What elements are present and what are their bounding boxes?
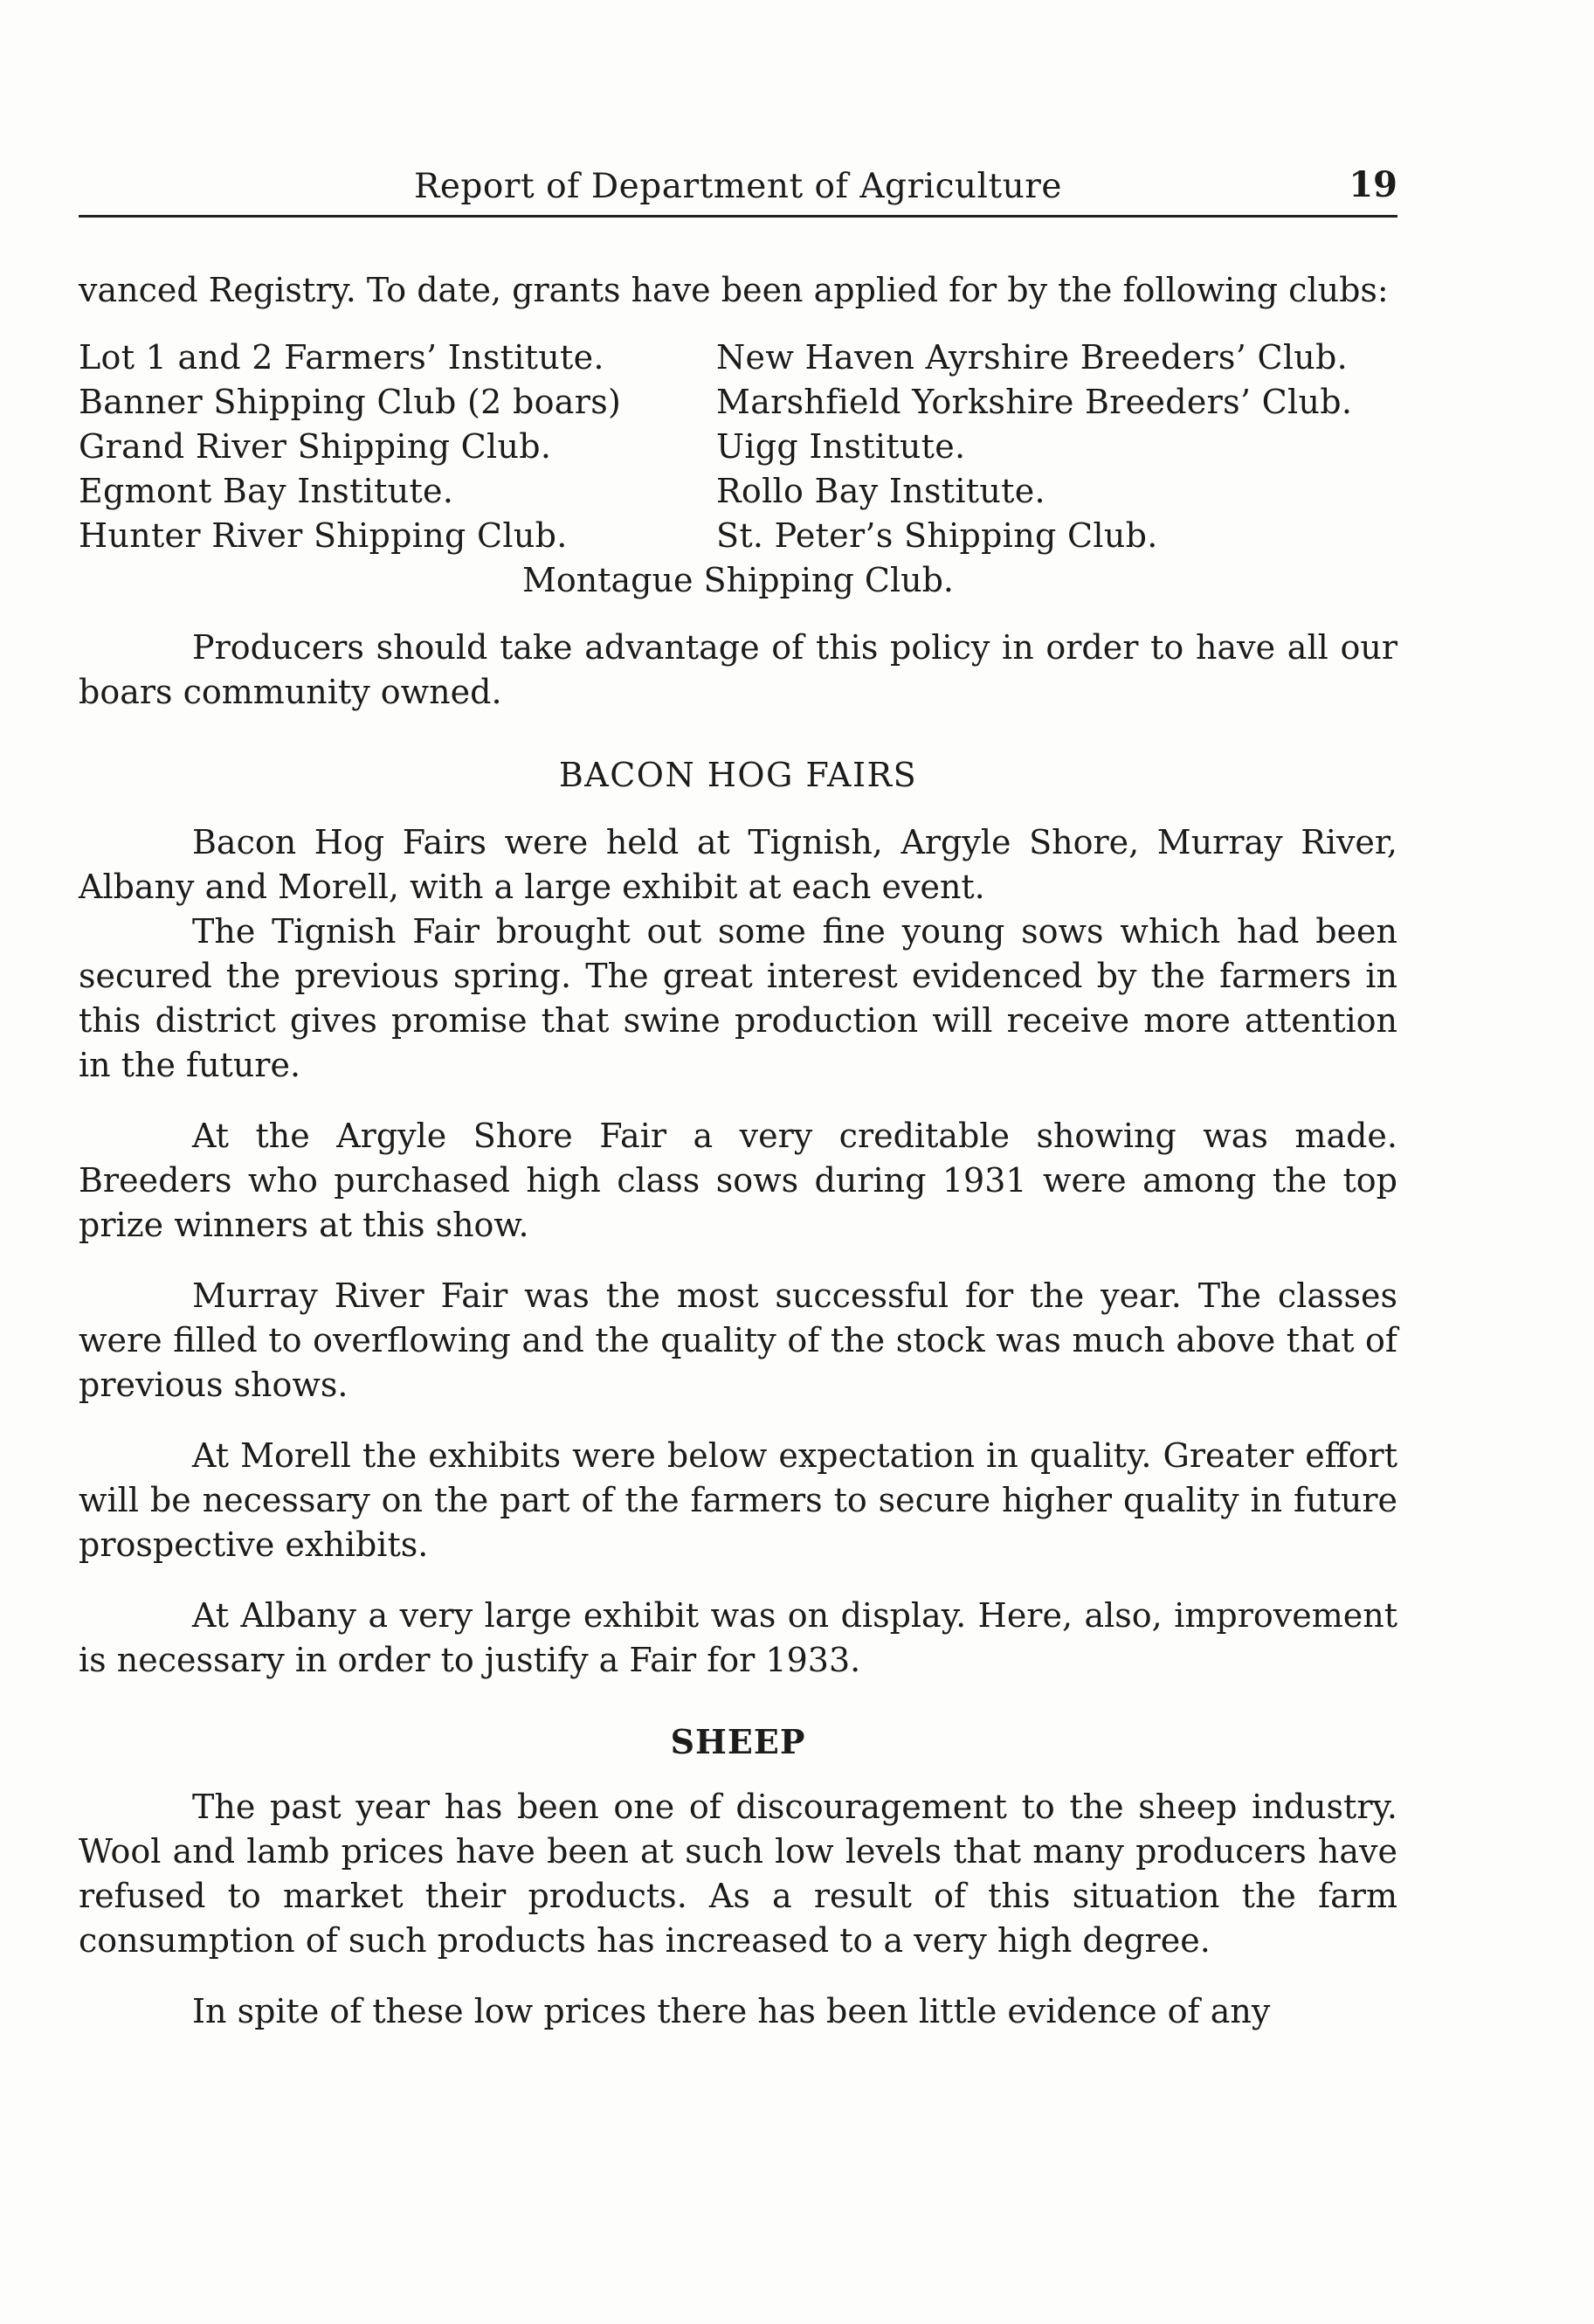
club-entry: Grand River Shipping Club. [79,427,552,466]
sheep-paragraph: The past year has been one of discouragement to the sheep industry. Wool and lamb prices have been at such low levels that many producers have refused to market their products. As a result of this situation the farm consumption of such products has increased to a very high degree. [79,1788,1397,1960]
producers-paragraph: Producers should take advantage of this policy in order to have all our boars community owned. [79,628,1397,711]
page-number: 19 [1349,164,1397,205]
section-heading-sheep: SHEEP [670,1722,806,1761]
bacon-paragraph: At the Argyle Shore Fair a very creditable showing was made. Breeders who purchased high class sows during 1931 were among the top prize winners at this show. [79,1117,1397,1244]
section-heading-bacon-hog-fairs: BACON HOG FAIRS [558,756,918,794]
club-entry: Uigg Institute. [716,427,966,466]
running-header [79,157,1397,218]
bacon-paragraph: Murray River Fair was the most successful for the year. The classes were filled to overflowing and the quality of the stock was much above that of previous shows. [79,1276,1397,1404]
club-entry: Hunter River Shipping Club. [79,516,568,555]
club-list [79,335,1397,558]
club-entry: Lot 1 and 2 Farmers’ Institute. [79,338,604,377]
bacon-paragraph: At Albany a very large exhibit was on display. Here, also, improvement is necessary in order to justify a Fair for 1933. [79,1596,1397,1679]
bacon-paragraph: Bacon Hog Fairs were held at Tignish, Argyle Shore, Murray River, Albany and Morell, with a large exhibit at each event. [79,823,1397,906]
club-entry: Egmont Bay Institute. [79,472,454,510]
text-column [79,157,1397,2034]
club-entry: St. Peter’s Shipping Club. [716,516,1158,555]
club-entry: Banner Shipping Club (2 boars) [79,383,622,421]
bacon-paragraph: The Tignish Fair brought out some fine young sows which had been secured the previous spring. The great interest evidenced by the farmers in this district gives promise that swine production will receive more attention in the future. [79,912,1397,1084]
club-entry: New Haven Ayrshire Breeders’ Club. [716,338,1349,377]
intro-paragraph: vanced Registry. To date, grants have been applied for by the following clubs: [79,271,1389,309]
club-entry-centered: Montague Shipping Club. [522,561,954,599]
club-entry: Rollo Bay Institute. [716,472,1045,510]
sheep-paragraph: In spite of these low prices there has been little evidence of any [192,1992,1271,2030]
bacon-paragraph: At Morell the exhibits were below expectation in quality. Greater effort will be necessary on the part of the farmers to secure higher quality in future prospective exhibits. [79,1436,1397,1564]
club-entry: Marshfield Yorkshire Breeders’ Club. [716,383,1353,421]
running-title: Report of Department of Agriculture [413,167,1063,206]
